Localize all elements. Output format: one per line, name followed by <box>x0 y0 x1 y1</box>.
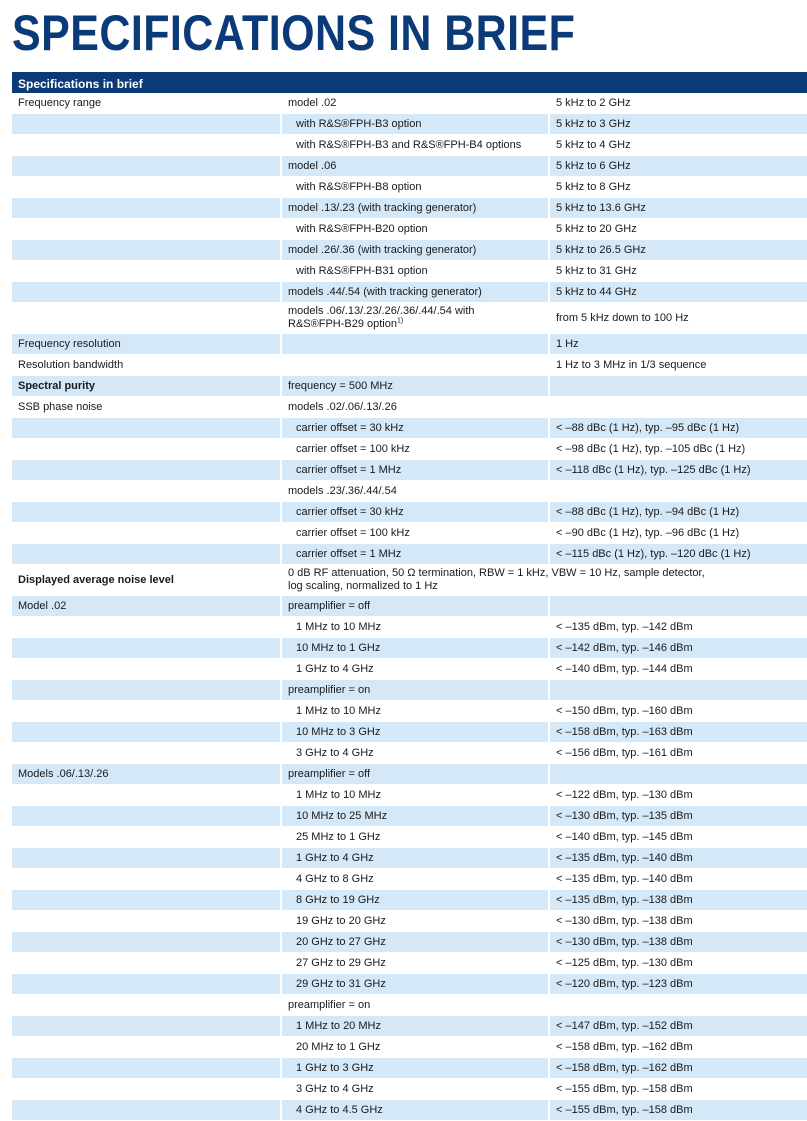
condition-text: 27 GHz to 29 GHz <box>296 956 386 969</box>
table-row <box>12 418 807 439</box>
table-row <box>12 261 807 282</box>
table-row <box>12 439 807 460</box>
spec-value-cell: < –125 dBm, typ. –130 dBm <box>549 953 807 974</box>
spec-value-cell: < –158 dBm, typ. –163 dBm <box>549 722 807 743</box>
spec-label-cell <box>12 638 281 659</box>
spec-condition-cell <box>281 240 549 261</box>
spec-label-cell <box>12 114 281 135</box>
condition-text: 29 GHz to 31 GHz <box>296 977 386 990</box>
spec-value-cell: < –150 dBm, typ. –160 dBm <box>549 701 807 722</box>
condition-text: 10 MHz to 1 GHz <box>296 641 381 654</box>
spec-condition-cell <box>281 334 549 355</box>
spec-table-container <box>12 72 807 1121</box>
spec-label-cell <box>12 1100 281 1121</box>
spec-label-cell: Frequency range <box>12 93 281 114</box>
table-row <box>12 869 807 890</box>
spec-condition-cell <box>281 156 549 177</box>
spec-condition-cell <box>281 932 549 953</box>
spec-label-cell: Displayed average noise level <box>12 565 281 596</box>
table-row <box>12 1100 807 1121</box>
condition-text: model .02 <box>288 96 337 109</box>
spec-condition-cell <box>281 355 549 376</box>
spec-value-cell: 1 Hz to 3 MHz in 1/3 sequence <box>549 355 807 376</box>
spec-label-cell <box>12 848 281 869</box>
condition-text: 1 MHz to 10 MHz <box>296 788 381 801</box>
table-row <box>12 282 807 303</box>
table-header: Specifications in brief <box>12 73 807 93</box>
spec-condition-cell <box>281 785 549 806</box>
spec-label-cell <box>12 701 281 722</box>
spec-condition-cell <box>281 806 549 827</box>
table-row <box>12 376 807 397</box>
spec-label-cell <box>12 177 281 198</box>
table-row <box>12 974 807 995</box>
spec-label-cell <box>12 282 281 303</box>
condition-text: 1 MHz to 10 MHz <box>296 620 381 633</box>
table-row <box>12 544 807 565</box>
spec-table <box>12 72 807 1121</box>
spec-value-cell: < –147 dBm, typ. –152 dBm <box>549 1016 807 1037</box>
spec-condition-cell <box>281 502 549 523</box>
spec-value-cell: < –122 dBm, typ. –130 dBm <box>549 785 807 806</box>
table-row <box>12 848 807 869</box>
spec-value-cell <box>549 397 807 418</box>
condition-text: 4 GHz to 4.5 GHz <box>296 1103 383 1116</box>
spec-value-cell: < –156 dBm, typ. –161 dBm <box>549 743 807 764</box>
spec-label-cell <box>12 911 281 932</box>
condition-text: 20 GHz to 27 GHz <box>296 935 386 948</box>
spec-value-cell: 5 kHz to 20 GHz <box>549 219 807 240</box>
spec-condition-cell <box>281 680 549 701</box>
condition-text: carrier offset = 100 kHz <box>296 442 410 455</box>
spec-condition-cell <box>281 995 549 1016</box>
condition-text: 1 MHz to 10 MHz <box>296 704 381 717</box>
condition-text: 10 MHz to 3 GHz <box>296 725 381 738</box>
spec-condition-cell <box>281 953 549 974</box>
spec-value-cell: < –120 dBm, typ. –123 dBm <box>549 974 807 995</box>
condition-text: frequency = 500 MHz <box>288 379 393 392</box>
spec-condition-cell <box>281 1100 549 1121</box>
spec-label-cell: Frequency resolution <box>12 334 281 355</box>
table-row <box>12 523 807 544</box>
table-row <box>12 827 807 848</box>
condition-text: with R&S®FPH-B31 option <box>296 264 428 277</box>
condition-text: with R&S®FPH-B3 and R&S®FPH-B4 options <box>296 138 522 151</box>
spec-label-cell <box>12 240 281 261</box>
spec-condition-cell <box>281 890 549 911</box>
spec-value-cell <box>549 680 807 701</box>
condition-text: with R&S®FPH-B3 option <box>296 117 422 130</box>
footnote-marker: 1) <box>397 317 404 325</box>
spec-value-cell: 5 kHz to 4 GHz <box>549 135 807 156</box>
spec-value-cell: 5 kHz to 13.6 GHz <box>549 198 807 219</box>
condition-text: models .02/.06/.13/.26 <box>288 400 397 413</box>
table-row <box>12 722 807 743</box>
condition-text: carrier offset = 30 kHz <box>296 421 404 434</box>
condition-text: 20 MHz to 1 GHz <box>296 1040 381 1053</box>
spec-condition-cell <box>281 565 807 596</box>
condition-text: model .06 <box>288 159 337 172</box>
spec-condition-cell <box>281 1058 549 1079</box>
spec-value-cell: 5 kHz to 2 GHz <box>549 93 807 114</box>
table-row <box>12 240 807 261</box>
table-row <box>12 1037 807 1058</box>
table-row <box>12 617 807 638</box>
spec-value-cell: < –88 dBc (1 Hz), typ. –94 dBc (1 Hz) <box>549 502 807 523</box>
spec-label-cell <box>12 680 281 701</box>
spec-condition-cell <box>281 974 549 995</box>
spec-label-cell <box>12 156 281 177</box>
table-row <box>12 785 807 806</box>
spec-value-cell: < –130 dBm, typ. –138 dBm <box>549 911 807 932</box>
spec-label-cell: Resolution bandwidth <box>12 355 281 376</box>
table-body <box>12 93 807 1121</box>
spec-condition-cell <box>281 135 549 156</box>
spec-label-cell <box>12 135 281 156</box>
condition-text: preamplifier = off <box>288 767 371 780</box>
spec-value-cell: < –130 dBm, typ. –138 dBm <box>549 932 807 953</box>
spec-value-cell: 5 kHz to 26.5 GHz <box>549 240 807 261</box>
spec-label-cell <box>12 890 281 911</box>
condition-text-line2: R&S®FPH-B29 option <box>288 318 397 330</box>
table-row <box>12 596 807 617</box>
spec-condition-cell <box>281 114 549 135</box>
spec-label-cell: Spectral purity <box>12 376 281 397</box>
condition-text: 19 GHz to 20 GHz <box>296 914 386 927</box>
spec-value-cell: < –118 dBc (1 Hz), typ. –125 dBc (1 Hz) <box>549 460 807 481</box>
spec-condition-cell <box>281 481 549 502</box>
condition-text: models .44/.54 (with tracking generator) <box>288 285 482 298</box>
table-row <box>12 680 807 701</box>
condition-line: 0 dB RF attenuation, 50 Ω termination, RBW = 1 kHz, VBW = 10 Hz, sample detector, <box>288 567 705 579</box>
spec-label-cell <box>12 439 281 460</box>
spec-label-cell <box>12 544 281 565</box>
spec-label-cell <box>12 418 281 439</box>
spec-label-cell: Models .06/.13/.26 <box>12 764 281 785</box>
table-row <box>12 93 807 114</box>
table-row <box>12 334 807 355</box>
spec-condition-cell <box>281 911 549 932</box>
spec-value-cell: < –140 dBm, typ. –145 dBm <box>549 827 807 848</box>
spec-value-cell: < –155 dBm, typ. –158 dBm <box>549 1100 807 1121</box>
spec-label-cell: SSB phase noise <box>12 397 281 418</box>
spec-condition-cell <box>281 869 549 890</box>
spec-condition-cell <box>281 219 549 240</box>
table-row <box>12 659 807 680</box>
spec-condition-cell <box>281 1037 549 1058</box>
spec-value-cell: < –115 dBc (1 Hz), typ. –120 dBc (1 Hz) <box>549 544 807 565</box>
spec-label-cell: Model .02 <box>12 596 281 617</box>
table-row <box>12 135 807 156</box>
condition-text: model .26/.36 (with tracking generator) <box>288 243 477 256</box>
spec-value-cell: < –155 dBm, typ. –158 dBm <box>549 1079 807 1100</box>
table-row <box>12 743 807 764</box>
condition-text: carrier offset = 30 kHz <box>296 505 404 518</box>
spec-condition-cell <box>281 722 549 743</box>
table-row <box>12 177 807 198</box>
spec-condition-cell <box>281 659 549 680</box>
table-row <box>12 1016 807 1037</box>
spec-value-cell: 5 kHz to 44 GHz <box>549 282 807 303</box>
condition-text: preamplifier = on <box>288 998 371 1011</box>
spec-label-cell <box>12 261 281 282</box>
spec-value-cell: < –158 dBm, typ. –162 dBm <box>549 1058 807 1079</box>
spec-condition-cell <box>281 439 549 460</box>
table-row <box>12 701 807 722</box>
table-row <box>12 806 807 827</box>
condition-text: 1 GHz to 4 GHz <box>296 851 374 864</box>
spec-value-cell <box>549 481 807 502</box>
condition-text: with R&S®FPH-B8 option <box>296 180 422 193</box>
spec-value-cell: 5 kHz to 8 GHz <box>549 177 807 198</box>
spec-value-cell: < –142 dBm, typ. –146 dBm <box>549 638 807 659</box>
spec-condition-cell <box>281 638 549 659</box>
condition-text: models .06/.13/.23/.26/.36/.44/.54 with <box>288 305 475 317</box>
condition-text: 25 MHz to 1 GHz <box>296 830 381 843</box>
spec-condition-cell <box>281 764 549 785</box>
spec-value-cell: 5 kHz to 6 GHz <box>549 156 807 177</box>
table-row <box>12 995 807 1016</box>
spec-value-cell <box>549 376 807 397</box>
table-row <box>12 303 807 334</box>
spec-value-cell: 5 kHz to 3 GHz <box>549 114 807 135</box>
spec-condition-cell <box>281 827 549 848</box>
table-row <box>12 198 807 219</box>
condition-text: 8 GHz to 19 GHz <box>296 893 380 906</box>
condition-text: model .13/.23 (with tracking generator) <box>288 201 477 214</box>
table-row <box>12 890 807 911</box>
spec-condition-cell <box>281 397 549 418</box>
spec-label-cell <box>12 460 281 481</box>
spec-value-cell: < –98 dBc (1 Hz), typ. –105 dBc (1 Hz) <box>549 439 807 460</box>
spec-condition-cell <box>281 303 549 334</box>
condition-text: 3 GHz to 4 GHz <box>296 746 374 759</box>
spec-value-cell: 5 kHz to 31 GHz <box>549 261 807 282</box>
spec-label-cell <box>12 743 281 764</box>
spec-label-cell <box>12 1079 281 1100</box>
table-row <box>12 953 807 974</box>
table-row <box>12 911 807 932</box>
table-row <box>12 460 807 481</box>
spec-value-cell <box>549 995 807 1016</box>
table-row <box>12 114 807 135</box>
spec-label-cell <box>12 1016 281 1037</box>
spec-condition-cell <box>281 617 549 638</box>
spec-value-cell <box>549 764 807 785</box>
spec-value-cell: < –135 dBm, typ. –140 dBm <box>549 848 807 869</box>
spec-value-cell: < –135 dBm, typ. –142 dBm <box>549 617 807 638</box>
table-row <box>12 156 807 177</box>
table-row <box>12 219 807 240</box>
spec-label-cell <box>12 617 281 638</box>
spec-label-cell <box>12 722 281 743</box>
spec-label-cell <box>12 659 281 680</box>
condition-text: models .23/.36/.44/.54 <box>288 484 397 497</box>
spec-label-cell <box>12 502 281 523</box>
spec-condition-cell <box>281 460 549 481</box>
table-row <box>12 397 807 418</box>
page-title: SPECIFICATIONS IN BRIEF <box>12 5 576 61</box>
spec-condition-cell <box>281 282 549 303</box>
spec-label-cell <box>12 827 281 848</box>
spec-label-cell <box>12 1037 281 1058</box>
condition-text: 1 GHz to 4 GHz <box>296 662 374 675</box>
condition-text: 4 GHz to 8 GHz <box>296 872 374 885</box>
condition-text: preamplifier = off <box>288 599 371 612</box>
spec-label-cell <box>12 806 281 827</box>
spec-value-cell: < –88 dBc (1 Hz), typ. –95 dBc (1 Hz) <box>549 418 807 439</box>
table-row <box>12 932 807 953</box>
spec-condition-cell <box>281 596 549 617</box>
spec-condition-cell <box>281 418 549 439</box>
table-row <box>12 638 807 659</box>
table-row <box>12 764 807 785</box>
spec-value-cell: < –135 dBm, typ. –140 dBm <box>549 869 807 890</box>
condition-text: 3 GHz to 4 GHz <box>296 1082 374 1095</box>
spec-condition-cell <box>281 376 549 397</box>
spec-value-cell: < –140 dBm, typ. –144 dBm <box>549 659 807 680</box>
spec-condition-cell <box>281 177 549 198</box>
condition-text: carrier offset = 100 kHz <box>296 526 410 539</box>
spec-condition-cell <box>281 544 549 565</box>
spec-value-cell: < –90 dBc (1 Hz), typ. –96 dBc (1 Hz) <box>549 523 807 544</box>
spec-label-cell <box>12 219 281 240</box>
spec-condition-cell <box>281 1016 549 1037</box>
spec-value-cell: from 5 kHz down to 100 Hz <box>549 303 807 334</box>
spec-condition-cell <box>281 523 549 544</box>
spec-label-cell <box>12 481 281 502</box>
condition-line: log scaling, normalized to 1 Hz <box>288 580 438 592</box>
spec-label-cell <box>12 995 281 1016</box>
spec-label-cell <box>12 974 281 995</box>
spec-label-cell <box>12 953 281 974</box>
table-row <box>12 481 807 502</box>
spec-condition-cell <box>281 261 549 282</box>
spec-label-cell <box>12 869 281 890</box>
spec-label-cell <box>12 198 281 219</box>
spec-value-cell: < –158 dBm, typ. –162 dBm <box>549 1037 807 1058</box>
condition-text: carrier offset = 1 MHz <box>296 547 402 560</box>
spec-label-cell <box>12 785 281 806</box>
spec-condition-cell <box>281 93 549 114</box>
spec-value-cell: < –130 dBm, typ. –135 dBm <box>549 806 807 827</box>
table-row <box>12 565 807 596</box>
condition-text: carrier offset = 1 MHz <box>296 463 402 476</box>
condition-text: 10 MHz to 25 MHz <box>296 809 388 822</box>
spec-value-cell <box>549 596 807 617</box>
condition-text: preamplifier = on <box>288 683 371 696</box>
spec-condition-cell <box>281 848 549 869</box>
spec-label-cell <box>12 523 281 544</box>
spec-label-cell <box>12 303 281 334</box>
spec-condition-cell <box>281 1079 549 1100</box>
table-row <box>12 502 807 523</box>
table-row <box>12 1079 807 1100</box>
condition-text: 1 MHz to 20 MHz <box>296 1019 381 1032</box>
condition-text: 1 GHz to 3 GHz <box>296 1061 374 1074</box>
condition-text: with R&S®FPH-B20 option <box>296 222 428 235</box>
spec-label-cell <box>12 932 281 953</box>
spec-condition-cell <box>281 701 549 722</box>
spec-label-cell <box>12 1058 281 1079</box>
table-row <box>12 355 807 376</box>
spec-value-cell: 1 Hz <box>549 334 807 355</box>
spec-condition-cell <box>281 198 549 219</box>
table-row <box>12 1058 807 1079</box>
spec-condition-cell <box>281 743 549 764</box>
spec-value-cell: < –135 dBm, typ. –138 dBm <box>549 890 807 911</box>
table-header-row <box>12 73 807 93</box>
